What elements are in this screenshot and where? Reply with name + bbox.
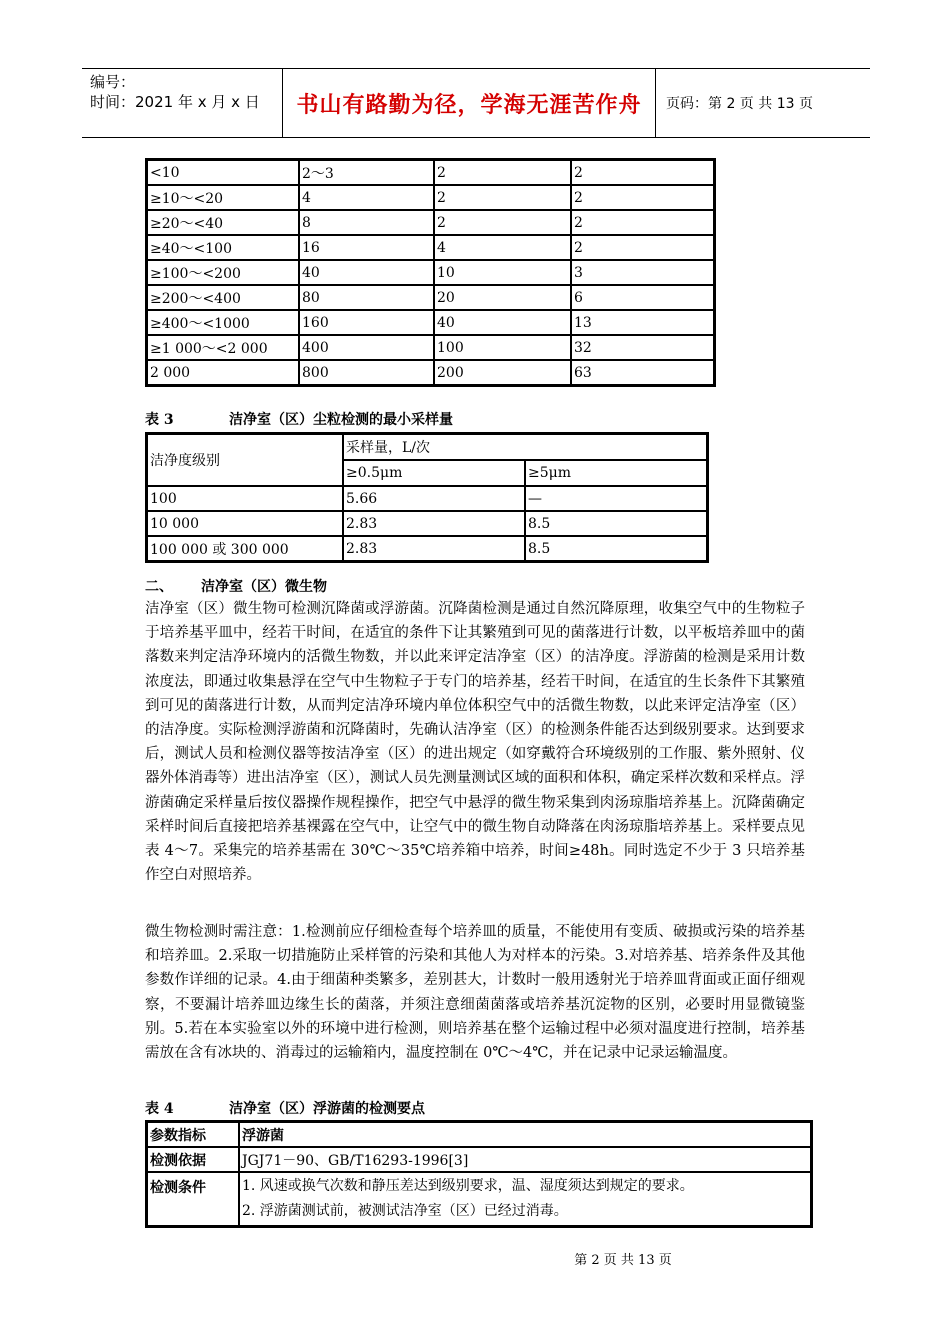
table-cell: 2 000 xyxy=(147,360,299,385)
table-cell xyxy=(239,1172,811,1226)
table3-caption xyxy=(145,409,453,429)
table-cell: 16 xyxy=(299,235,434,260)
table-cell: ≥1 000～<2 000 xyxy=(147,335,299,360)
header-page-label: 页码：第 2 页 共 13 页 xyxy=(666,96,813,112)
table-cell: 10 xyxy=(434,260,571,285)
paragraph-microbe-intro: 洁净室（区）微生物可检测沉降菌或浮游菌。沉降菌检测是通过自然沉降原理，收集空气中的生物粒子于培养基平皿中，经若干时间，在适宜的条件下让其繁殖到可见的菌落进行计数，以平板培养皿中的菌落数来判定洁净环境内的活微生物数，并以此来评定洁净室（区）的洁净度。浮游菌的检测是采用计数浓度法，即通过收集悬浮在空气中生物粒子于专门的培养基，经若干时间，在适宜的生长条件下其繁殖到可见的菌落进行计数，从而判定洁净环境内单位体积空气中的活微生物数，以此来评定洁净室（区）的洁净度。实际检测浮游菌和沉降菌时，先确认洁净室（区）的检测条件能否达到级别要求。达到要求后，测试人员和检测仪器等按洁净室（区）的进出规定（如穿戴符合环境级别的工作服、紫外照射、仪器外体消毒等）进出洁净室（区），测试人员先测量测试区域的面积和体积，确定采样次数和采样点。浮游菌确定采样量后按仪器操作规程操作，把空气中悬浮的微生物采集到肉汤琼脂培养基上。沉降菌确定采样时间后直接把培养基裸露在空气中，让空气中的微生物自动降落在肉汤琼脂培养基上。采样要点见表 4～7。采集完的培养基需在 30℃～35℃培养箱中培养，时间≥48h。同时选定不少于 3 只培养基作空白对照培养。 xyxy=(145,601,805,884)
condition-line: 2. 浮游菌测试前，被测试洁净室（区）已经过消毒。 xyxy=(242,1203,568,1219)
table-cell: 检测依据 xyxy=(147,1147,239,1172)
page-header xyxy=(82,68,870,138)
table-cell: 2 xyxy=(571,210,714,235)
footer-page-number: 第 2 页 共 13 页 xyxy=(574,1253,672,1268)
table-cell: 100 xyxy=(147,486,343,511)
table4-caption-title: 洁净室（区）浮游菌的检测要点 xyxy=(229,1101,425,1117)
paragraph-precautions: 微生物检测时需注意：1.检测前应仔细检查每个培养皿的质量，不能使用有变质、破损或污染的培养基和培养皿。2.采取一切措施防止采样管的污染和其他人为对样本的污染。3.对培养基、培养条件及其他参数作详细的记录。4.由于细菌种类繁多，差别甚大，计数时一般用透射光于培养皿背面或正面仔细观察，不要漏计培养皿边缘生长的菌落，并须注意细菌菌落或培养基沉淀物的区别，必要时用显微镜鉴别。5.若在本实验室以外的环境中进行检测，则培养基在整个运输过程中必须对温度进行控制，培养基需放在含有冰块的、消毒过的运输箱内，温度控制在 0℃～4℃，并在记录中记录运输温度。 xyxy=(145,924,805,1062)
table-cell: ≥200～<400 xyxy=(147,285,299,310)
table-cell: 2 xyxy=(434,160,571,185)
table-cell: 40 xyxy=(299,260,434,285)
table-row xyxy=(147,360,714,385)
table-cell: 80 xyxy=(299,285,434,310)
table-cell: 2～3 xyxy=(299,160,434,185)
table-cell: 200 xyxy=(434,360,571,385)
table-cell: 2 xyxy=(434,210,571,235)
table-cell: 5.66 xyxy=(343,486,525,511)
table-row xyxy=(147,536,707,561)
header-meta xyxy=(82,69,283,137)
table-cell: 400 xyxy=(299,335,434,360)
table-row xyxy=(147,235,714,260)
min-sample-volume-table xyxy=(145,432,709,563)
header-5um: ≥5μm xyxy=(525,460,707,486)
table-cell: 63 xyxy=(571,360,714,385)
table-cell: 浮游菌 xyxy=(239,1122,811,1147)
table-cell: 800 xyxy=(299,360,434,385)
header-slogan: 书山有路勤为径，学海无涯苦作舟 xyxy=(283,69,656,137)
table-cell: 20 xyxy=(434,285,571,310)
table-row xyxy=(147,1147,811,1172)
table-cell: 100 000 或 300 000 xyxy=(147,536,343,561)
table4-caption xyxy=(145,1098,425,1118)
section-heading xyxy=(145,576,327,596)
table-cell: ≥100～<200 xyxy=(147,260,299,285)
table-cell: ≥400～<1000 xyxy=(147,310,299,335)
table-row xyxy=(147,1172,811,1226)
table-row xyxy=(147,335,714,360)
table-cell: 4 xyxy=(299,185,434,210)
table-row xyxy=(147,160,714,185)
table-cell: 2.83 xyxy=(343,536,525,561)
table-cell: ≥10～<20 xyxy=(147,185,299,210)
table-cell: — xyxy=(525,486,707,511)
page-footer xyxy=(0,1249,950,1268)
airborne-bacteria-table xyxy=(145,1120,813,1228)
table3-caption-title: 洁净室（区）尘粒检测的最小采样量 xyxy=(229,412,453,428)
sampling-points-table xyxy=(145,158,716,387)
table-cell: 32 xyxy=(571,335,714,360)
table-row xyxy=(147,285,714,310)
table-cell: 4 xyxy=(434,235,571,260)
table-row xyxy=(147,1122,811,1147)
section-title: 洁净室（区）微生物 xyxy=(201,579,327,595)
table-cell: 2 xyxy=(571,235,714,260)
table-cell: <10 xyxy=(147,160,299,185)
table-cell: 160 xyxy=(299,310,434,335)
table4-caption-number: 表 4 xyxy=(145,1101,174,1117)
table-row xyxy=(147,310,714,335)
section-number: 二、 xyxy=(145,579,173,595)
table-cell: 10 000 xyxy=(147,511,343,536)
table-cell: 2 xyxy=(571,160,714,185)
table-cell: 100 xyxy=(434,335,571,360)
header-cleanliness-class: 洁净度级别 xyxy=(147,434,343,486)
table-cell: 2.83 xyxy=(343,511,525,536)
table-row xyxy=(147,185,714,210)
table-row xyxy=(147,486,707,511)
table-cell: 13 xyxy=(571,310,714,335)
table-row xyxy=(147,210,714,235)
table-cell: JGJ71－90、GB/T16293-1996[3] xyxy=(239,1147,811,1172)
table-cell: ≥40～<100 xyxy=(147,235,299,260)
table-cell: 6 xyxy=(571,285,714,310)
condition-line: 1. 风速或换气次数和静压差达到级别要求，温、湿度须达到规定的要求。 xyxy=(242,1178,694,1194)
table-cell: 2 xyxy=(571,185,714,210)
table-cell: 8.5 xyxy=(525,536,707,561)
header-0-5um: ≥0.5μm xyxy=(343,460,525,486)
header-time-label: 时间：2021 年 x 月 x 日 xyxy=(90,93,260,111)
table-cell: 参数指标 xyxy=(147,1122,239,1147)
table-header-row xyxy=(147,434,707,460)
table-row xyxy=(147,511,707,536)
table-cell: 检测条件 xyxy=(147,1172,239,1226)
table-cell: 40 xyxy=(434,310,571,335)
header-sample-volume: 采样量，L/次 xyxy=(343,434,707,460)
table-cell: 8.5 xyxy=(525,511,707,536)
table-cell: ≥20～<40 xyxy=(147,210,299,235)
table-cell: 3 xyxy=(571,260,714,285)
table3-caption-number: 表 3 xyxy=(145,412,174,428)
table-cell: 8 xyxy=(299,210,434,235)
table-row xyxy=(147,260,714,285)
header-code-label: 编号： xyxy=(90,73,136,91)
table-cell: 2 xyxy=(434,185,571,210)
